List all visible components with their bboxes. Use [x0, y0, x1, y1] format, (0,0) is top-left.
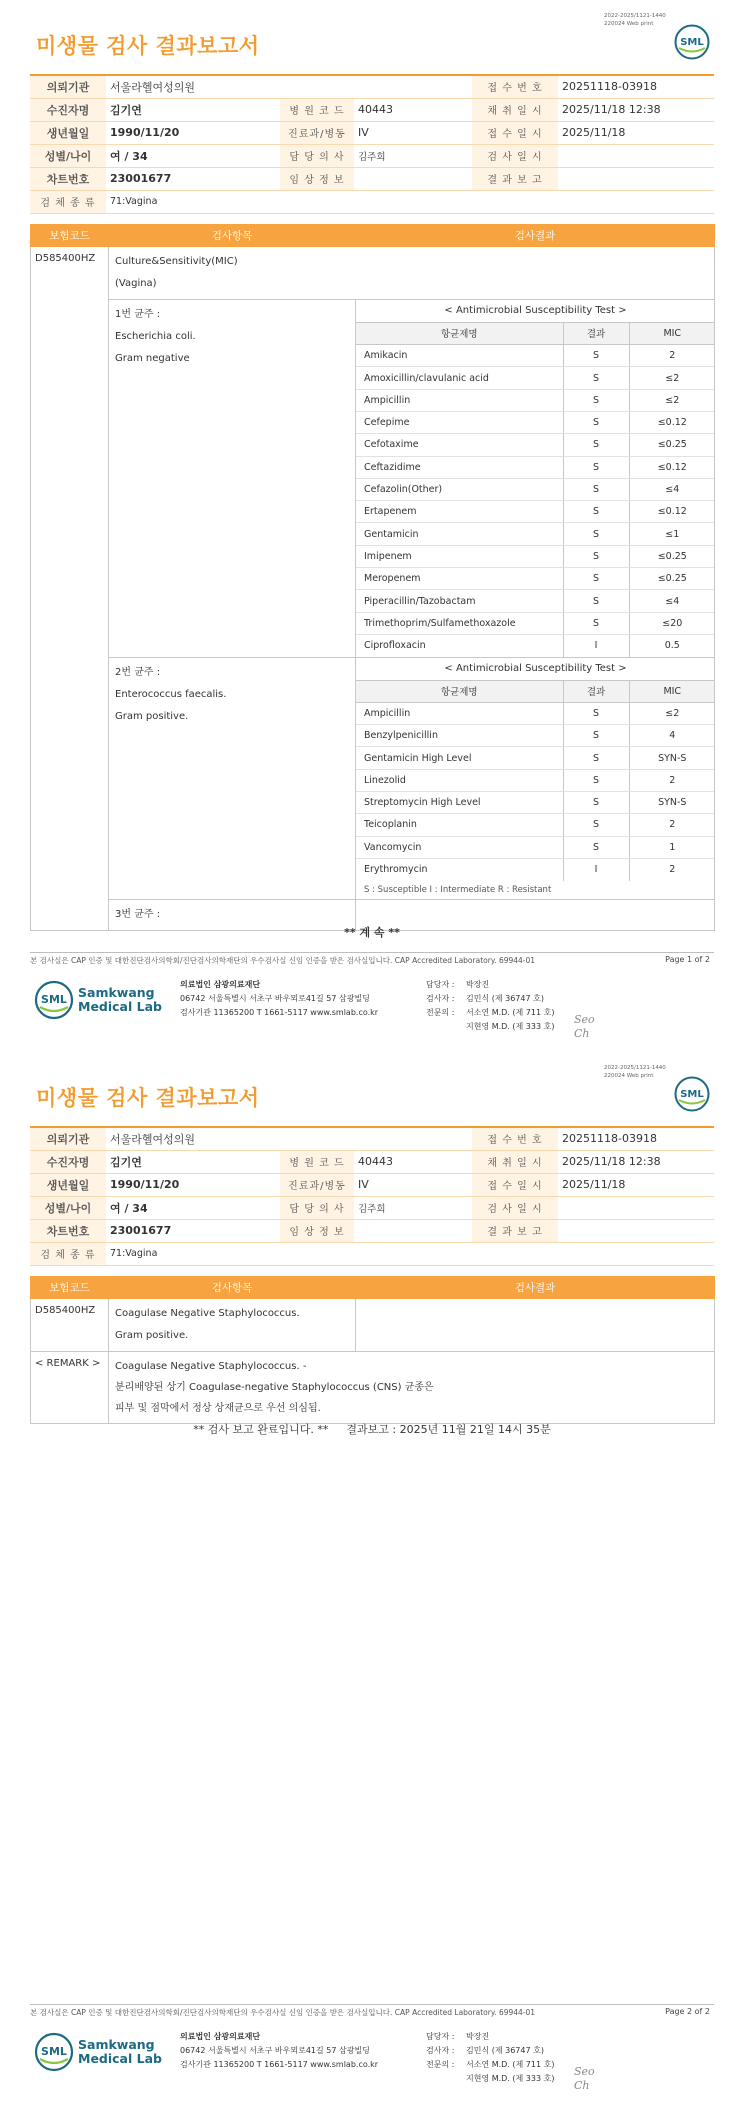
- test-name: Culture&Sensitivity(MIC) (Vagina): [109, 247, 715, 300]
- ast-result: S: [563, 612, 629, 634]
- ast-result: S: [563, 456, 629, 478]
- sml-logo-icon: [674, 24, 710, 60]
- result-table: [30, 1276, 715, 1424]
- ast-row: [356, 367, 715, 389]
- svg-text:SML: SML: [41, 993, 67, 1006]
- page-number: Page 2 of 2: [665, 2007, 710, 2016]
- info-row: 수진자명 김기연 병 원 코 드 40443 채 취 일 시 2025/11/18 12:38: [30, 98, 714, 121]
- ast-row: [356, 769, 715, 791]
- ast-mic: ≤20: [629, 612, 715, 634]
- result-table: [30, 224, 715, 931]
- ast-mic: 2: [629, 814, 715, 836]
- completion-line: ** 검사 보고 완료입니다. ** 결과보고 : 2025년 11월 21일 14시 35분: [193, 1423, 551, 1436]
- ast-result: S: [563, 590, 629, 612]
- organism-2: 2번 균주 : Enterococcus faecalis. Gram positive.: [109, 657, 356, 899]
- ast-rows: [356, 345, 715, 657]
- ast-drug: Cefotaxime: [356, 434, 563, 456]
- ast-mic: ≤1: [629, 523, 715, 545]
- ast-result: S: [563, 836, 629, 858]
- ast-row: [356, 434, 715, 456]
- ast-drug: Ampicillin: [356, 702, 563, 724]
- svg-text:SML: SML: [680, 37, 704, 48]
- lab-name: Samkwang Medical Lab: [78, 985, 162, 1014]
- ast-drug: Ceftazidime: [356, 456, 563, 478]
- ast-drug: Imipenem: [356, 545, 563, 567]
- ast-row: [356, 478, 715, 500]
- ast-row: [356, 411, 715, 433]
- ast-mic: ≤0.25: [629, 434, 715, 456]
- result-header: 보험코드 검사항목 검사결과: [31, 225, 715, 247]
- organism-3-label: 3번 균주 :: [109, 899, 356, 930]
- ast-row: [356, 836, 715, 858]
- signature: Seo Ch: [574, 2065, 595, 2092]
- info-row: 수진자명 김기연 병 원 코 드 40443 채 취 일 시 2025/11/18 12:38: [30, 1150, 714, 1173]
- footer-divider: [30, 2004, 714, 2005]
- ast-row: [356, 590, 715, 612]
- ast-drug: Ciprofloxacin: [356, 634, 563, 656]
- ast-mic: ≤2: [629, 702, 715, 724]
- ast-mic: 2: [629, 345, 715, 367]
- samkwang-logo-icon: [34, 980, 74, 1020]
- ast-drug: Gentamicin: [356, 523, 563, 545]
- lab-address: 의료법인 삼광의료재단 06742 서울특별시 서초구 바우뫼로41길 57 삼광빌딩 검사기관 11365200 T 1661-5117 www.smlab.co.kr: [180, 980, 379, 1017]
- ast-mic: ≤2: [629, 389, 715, 411]
- ast-table-2: < Antimicrobial Susceptibility Test > 항균제명 결과 MIC Ampicillin S ≤2 Benzylpenicillin S 4 Gentamicin High Level S SYN-S Linezolid S 2 Streptomycin High Level S SYN-S Teicoplanin S 2 Vancomycin S 1 Erythromycin I 2: [356, 658, 715, 881]
- info-row: 성별/나이 여 / 34 담 당 의 사 김주희 검 사 일 시: [30, 1196, 714, 1219]
- ast-result: S: [563, 725, 629, 747]
- patient-info-table: [30, 1126, 714, 1266]
- ast-drug: Erythromycin: [356, 858, 563, 880]
- ast-row: [356, 858, 715, 880]
- patient-info-table: [30, 74, 714, 214]
- ast-row: [356, 634, 715, 656]
- ast-drug: Ampicillin: [356, 389, 563, 411]
- ast-drug: Amoxicillin/clavulanic acid: [356, 367, 563, 389]
- ast-drug: Meropenem: [356, 568, 563, 590]
- ast-result: S: [563, 523, 629, 545]
- info-row: 생년월일 1990/11/20 진료과/병동 IV 접 수 일 시 2025/11/18: [30, 1173, 714, 1196]
- accreditation-note: 본 검사실은 CAP 인증 및 대한진단검사의학회/진단검사의학재단의 우수검사실 신임 인증을 받은 검사실입니다. CAP Accredited Laboratory. 69944-01: [30, 956, 536, 965]
- ast-result: S: [563, 545, 629, 567]
- ast-drug: Vancomycin: [356, 836, 563, 858]
- info-row: 생년월일 1990/11/20 진료과/병동 IV 접 수 일 시 2025/11/18: [30, 121, 714, 144]
- svg-text:SML: SML: [41, 2045, 67, 2058]
- ast-result: S: [563, 389, 629, 411]
- ast-drug: Benzylpenicillin: [356, 725, 563, 747]
- lab-address: 의료법인 삼광의료재단 06742 서울특별시 서초구 바우뫼로41길 57 삼광빌딩 검사기관 11365200 T 1661-5117 www.smlab.co.kr: [180, 2032, 379, 2069]
- ast-mic: 1: [629, 836, 715, 858]
- continue-marker: ** 계 속 **: [344, 926, 400, 939]
- page-number: Page 1 of 2: [665, 955, 710, 964]
- ast-drug: Cefazolin(Other): [356, 478, 563, 500]
- organism-1: 1번 균주 : Escherichia coli. Gram negative: [109, 300, 356, 658]
- ast-drug: Streptomycin High Level: [356, 792, 563, 814]
- receipt-no-value: 20251118-03918: [558, 75, 714, 98]
- ast-row: [356, 568, 715, 590]
- signature: Seo Ch: [574, 1013, 595, 1040]
- ast-drug: Trimethoprim/Sulfamethoxazole: [356, 612, 563, 634]
- lab-name: Samkwang Medical Lab: [78, 2037, 162, 2066]
- print-stamp: 2022-2025/1121-1440 220024 Web print: [604, 1065, 666, 1079]
- ast-result: S: [563, 814, 629, 836]
- organism-row: [31, 300, 715, 658]
- ast-result: S: [563, 769, 629, 791]
- info-row: 차트번호 23001677 임 상 정 보 결 과 보 고: [30, 1219, 714, 1242]
- report-title: 미생물 검사 결과보고서: [36, 34, 260, 58]
- ast-drug: Ertapenem: [356, 501, 563, 523]
- ast-result: S: [563, 345, 629, 367]
- ast-mic: 2: [629, 769, 715, 791]
- staff-list: 담당자 : 박장진 검사자 : 김민식 (제 36747 호) 전문의 : 서소연 M.D. (제 711 호) 지현영 M.D. (제 333 호): [426, 980, 555, 1031]
- ast-table-1: < Antimicrobial Susceptibility Test > 항균제명 결과 MIC Amikacin S 2 Amoxicillin/clavulanic acid S ≤2 Ampicillin S ≤2 Cefepime S ≤0.12 Cefotaxime S ≤0.25 Ceftazidime S ≤0.12 Cefazolin(Other) S ≤4 Ertapenem S ≤0.12 Gentamicin S ≤1 Imipenem S ≤0.25 Meropenem S ≤0.25 Piperacillin/Tazobactam S ≤4 Trimethoprim/Sulfamethoxazole S ≤20 Ciprofloxacin I 0.5: [356, 300, 715, 657]
- insurance-code: D585400HZ: [31, 1299, 109, 1352]
- info-row: 의뢰기관 서울라헬여성의원 접 수 번 호 20251118-03918: [30, 75, 714, 98]
- insurance-code: D585400HZ: [31, 247, 109, 931]
- ast-mic: 4: [629, 725, 715, 747]
- organism-row: [31, 657, 715, 899]
- footer-divider: [30, 952, 714, 953]
- ast-mic: ≤0.12: [629, 501, 715, 523]
- sml-logo-icon: [674, 1076, 710, 1112]
- ast-drug: Piperacillin/Tazobactam: [356, 590, 563, 612]
- info-row: 검 체 종 류 71:Vagina: [30, 1242, 714, 1265]
- ast-drug: Teicoplanin: [356, 814, 563, 836]
- ast-row: [356, 545, 715, 567]
- ast-mic: ≤0.12: [629, 411, 715, 433]
- ast-row: [356, 814, 715, 836]
- info-row: 성별/나이 여 / 34 담 당 의 사 김주희 검 사 일 시: [30, 144, 714, 167]
- svg-text:SML: SML: [680, 1089, 704, 1100]
- test-row: [31, 247, 715, 300]
- remark-text: Coagulase Negative Staphylococcus. - 분리배양된 상기 Coagulase-negative Staphylococcus (CNS) 균종은 피부 및 점막에서 정상 상재균으로 우선 의심됨.: [109, 1352, 715, 1424]
- ast-row: [356, 345, 715, 367]
- ast-drug: Gentamicin High Level: [356, 747, 563, 769]
- ast-result: S: [563, 411, 629, 433]
- ast-row: [356, 501, 715, 523]
- ast-row: [356, 702, 715, 724]
- ast-mic: 0.5: [629, 634, 715, 656]
- ast-panel-1: [356, 300, 715, 658]
- info-row: 의뢰기관 서울라헬여성의원 접 수 번 호 20251118-03918: [30, 1127, 714, 1150]
- staff-list: 담당자 : 박장진 검사자 : 김민식 (제 36747 호) 전문의 : 서소연 M.D. (제 711 호) 지현영 M.D. (제 333 호): [426, 2032, 555, 2083]
- ast-result: S: [563, 702, 629, 724]
- ast-row: [356, 792, 715, 814]
- requester-value: 서울라헬여성의원: [106, 75, 472, 98]
- ast-mic: 2: [629, 858, 715, 880]
- ast-result: S: [563, 367, 629, 389]
- ast-row: [356, 389, 715, 411]
- report-title: 미생물 검사 결과보고서: [36, 1086, 260, 1110]
- organism-row: [31, 1299, 715, 1352]
- ast-mic: ≤4: [629, 590, 715, 612]
- remark-row: [31, 1352, 715, 1424]
- ast-mic: SYN-S: [629, 747, 715, 769]
- ast-drug: Amikacin: [356, 345, 563, 367]
- samkwang-logo-icon: [34, 2032, 74, 2072]
- ast-result: I: [563, 634, 629, 656]
- remark-label: < REMARK >: [31, 1352, 109, 1424]
- ast-result: S: [563, 501, 629, 523]
- ast-mic: ≤0.12: [629, 456, 715, 478]
- ast-rows: [356, 702, 715, 880]
- ast-row: [356, 612, 715, 634]
- ast-mic: SYN-S: [629, 792, 715, 814]
- ast-mic: ≤0.25: [629, 545, 715, 567]
- info-row: 차트번호 23001677 임 상 정 보 결 과 보 고: [30, 167, 714, 190]
- accreditation-note: 본 검사실은 CAP 인증 및 대한진단검사의학회/진단검사의학재단의 우수검사실 신임 인증을 받은 검사실입니다. CAP Accredited Laboratory. 69944-01: [30, 2008, 536, 2017]
- ast-legend: S : Susceptible I : Intermediate R : Resistant: [364, 884, 552, 895]
- ast-result: S: [563, 568, 629, 590]
- ast-result: S: [563, 434, 629, 456]
- ast-drug: Cefepime: [356, 411, 563, 433]
- patient-value: 김기연: [106, 98, 280, 121]
- report-page-2: [0, 1052, 744, 2104]
- ast-row: [356, 456, 715, 478]
- ast-result: S: [563, 747, 629, 769]
- ast-mic: ≤4: [629, 478, 715, 500]
- organism-3: Coagulase Negative Staphylococcus. Gram positive.: [109, 1299, 356, 1352]
- ast-result: S: [563, 478, 629, 500]
- result-header: 보험코드 검사항목 검사결과: [31, 1277, 715, 1299]
- ast-drug: Linezolid: [356, 769, 563, 791]
- info-row: 검 체 종 류 71:Vagina: [30, 190, 714, 213]
- ast-mic: ≤2: [629, 367, 715, 389]
- ast-result: S: [563, 792, 629, 814]
- ast-row: [356, 747, 715, 769]
- ast-result: I: [563, 858, 629, 880]
- ast-mic: ≤0.25: [629, 568, 715, 590]
- ast-row: [356, 523, 715, 545]
- ast-panel-2: [356, 657, 715, 899]
- ast-row: [356, 725, 715, 747]
- print-stamp: 2022-2025/1121-1440 220024 Web print: [604, 13, 666, 27]
